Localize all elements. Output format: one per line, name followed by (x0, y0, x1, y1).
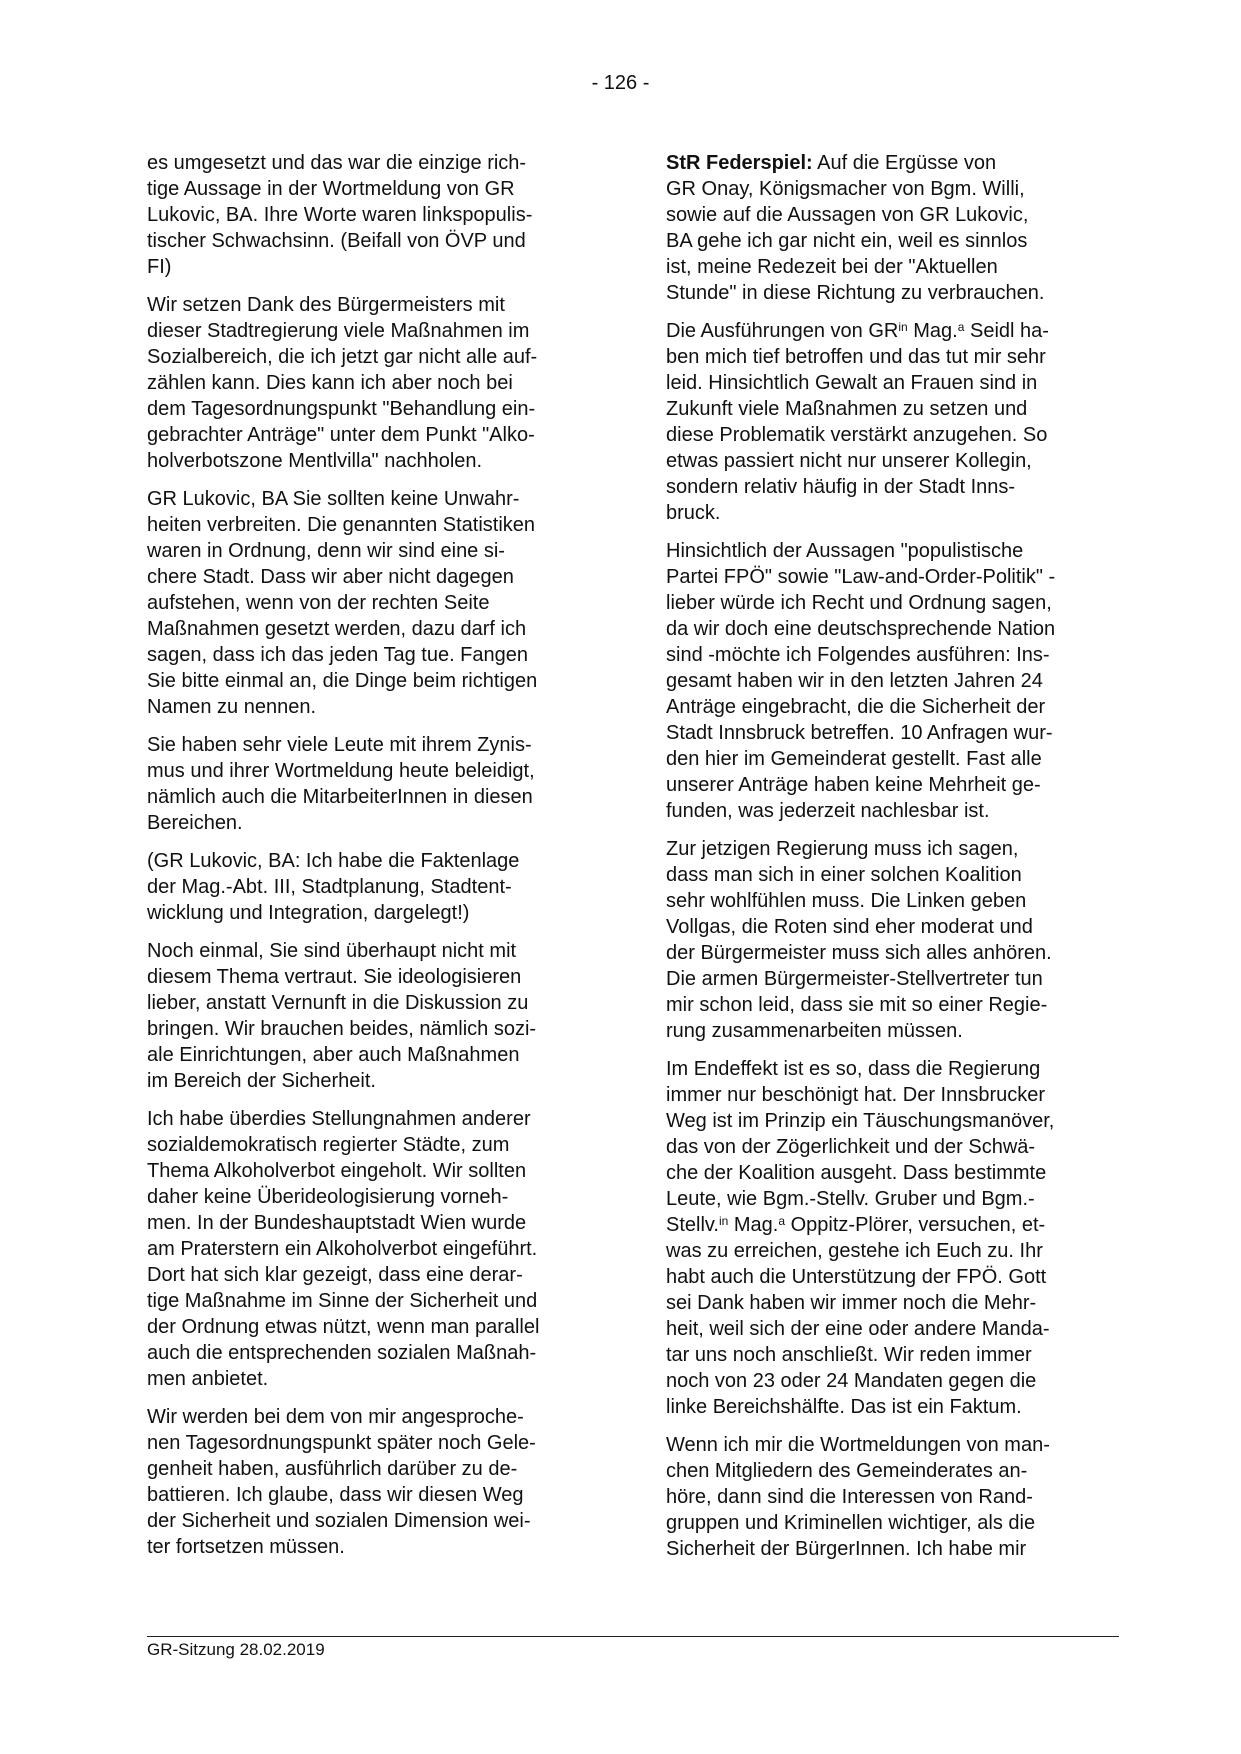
paragraph (666, 1432, 1118, 1562)
text-line: Leute, wie Bgm.-Stellv. Gruber und Bgm.- (666, 1188, 1035, 1210)
text-line: dieser Stadtregierung viele Maßnahmen im (147, 320, 530, 342)
text-line: etwas passiert nicht nur unserer Kollegin, (666, 450, 1032, 472)
paragraph (147, 732, 592, 836)
text-line: Dort hat sich klar gezeigt, dass eine derar- (147, 1264, 523, 1286)
text-line: sehr wohlfühlen muss. Die Linken geben (666, 890, 1027, 912)
text-line: der Mag.-Abt. III, Stadtplanung, Stadtent- (147, 876, 512, 898)
text-line: Noch einmal, Sie sind überhaupt nicht mit (147, 940, 517, 962)
paragraph (147, 1106, 592, 1392)
text-line: ale Einrichtungen, aber auch Maßnahmen (147, 1044, 520, 1066)
text-line: am Praterstern ein Alkoholverbot eingeführt. (147, 1238, 538, 1260)
text-line: holverbotszone Mentlvilla" nachholen. (147, 450, 483, 472)
text-line: nämlich auch die MitarbeiterInnen in diesen (147, 786, 533, 808)
text-line: che der Koalition ausgeht. Dass bestimmte (666, 1162, 1047, 1184)
text-line: Im Endeffekt ist es so, dass die Regierung (666, 1058, 1041, 1080)
text-line: Lukovic, BA. Ihre Worte waren linkspopulis- (147, 204, 533, 226)
text-line: waren in Ordnung, denn wir sind eine si- (147, 540, 505, 562)
text-line: es umgesetzt und das war die einzige rich- (147, 152, 527, 174)
text-line: tischer Schwachsinn. (Beifall von ÖVP und (147, 230, 526, 252)
text-line: men. In der Bundeshauptstadt Wien wurde (147, 1212, 527, 1234)
text-line: Zukunft viele Maßnahmen zu setzen und (666, 398, 1028, 420)
text-line: noch von 23 oder 24 Mandaten gegen die (666, 1370, 1037, 1392)
text-line: funden, was jederzeit nachlesbar ist. (666, 800, 990, 822)
text-line: Vollgas, die Roten sind eher moderat und (666, 916, 1033, 938)
text-line: höre, dann sind die Interessen von Rand- (666, 1486, 1033, 1508)
text-line: sei Dank haben wir immer noch die Mehr- (666, 1292, 1037, 1314)
text-line: linke Bereichshälfte. Das ist ein Faktum. (666, 1396, 1022, 1418)
text-line: Partei FPÖ" sowie "Law-and-Order-Politik" - (666, 566, 1056, 588)
paragraph (147, 150, 592, 280)
text-line: der Sicherheit und sozialen Dimension wei- (147, 1510, 531, 1532)
text-line: bringen. Wir brauchen beides, nämlich sozi- (147, 1018, 537, 1040)
text-line: Sie haben sehr viele Leute mit ihrem Zynis- (147, 734, 532, 756)
text-line: was zu erreichen, gestehe ich Euch zu. Ihr (666, 1240, 1043, 1262)
text-line: Anträge eingebracht, die die Sicherheit der (666, 696, 1046, 718)
text-line: wicklung und Integration, dargelegt!) (147, 902, 470, 924)
text-line: leid. Hinsichtlich Gewalt an Frauen sind in (666, 372, 1038, 394)
paragraph (147, 938, 592, 1094)
text-line: chen Mitgliedern des Gemeinderates an- (666, 1460, 1028, 1482)
right-column (666, 150, 1118, 1574)
text-line: habt auch die Unterstützung der FPÖ. Gott (666, 1266, 1047, 1288)
text-line: Weg ist im Prinzip ein Täuschungsmanöver, (666, 1110, 1055, 1132)
text-line: Ich habe überdies Stellungnahmen anderer (147, 1108, 531, 1130)
text-line: mus und ihrer Wortmeldung heute beleidigt, (147, 760, 535, 782)
text-line: mir schon leid, dass sie mit so einer Regie- (666, 994, 1048, 1016)
text-line: da wir doch eine deutschsprechende Nation (666, 618, 1056, 640)
text-line: im Bereich der Sicherheit. (147, 1070, 376, 1092)
paragraph (666, 538, 1118, 824)
text-line: battieren. Ich glaube, dass wir diesen Weg (147, 1484, 524, 1506)
paragraph (147, 848, 592, 926)
text-line: gesamt haben wir in den letzten Jahren 24 (666, 670, 1043, 692)
text-line: nen Tagesordnungspunkt später noch Gele- (147, 1432, 536, 1454)
text-line: Stunde" in diese Richtung zu verbrauchen. (666, 282, 1045, 304)
text-line: Stellv.$^{in}$ Mag.$^a$ Oppitz-Plörer, versuchen, et- (666, 1214, 1046, 1236)
text-line: sowie auf die Aussagen von GR Lukovic, (666, 204, 1029, 226)
text-line: der Ordnung etwas nützt, wenn man parallel (147, 1316, 540, 1338)
text-line: Die armen Bürgermeister-Stellvertreter tun (666, 968, 1043, 990)
text-line: Zur jetzigen Regierung muss ich sagen, (666, 838, 1019, 860)
speaker-name: StR Federspiel: (666, 152, 813, 174)
text-line: FI) (147, 256, 172, 278)
text-line: den hier im Gemeinderat gestellt. Fast alle (666, 748, 1042, 770)
text-line: sozialdemokratisch regierter Städte, zum (147, 1134, 510, 1156)
text-line: dass man sich in einer solchen Koalition (666, 864, 1022, 886)
paragraph (666, 150, 1118, 306)
text-line: Namen zu nennen. (147, 696, 317, 718)
text-line: ben mich tief betroffen und das tut mir sehr (666, 346, 1046, 368)
footer-divider (147, 1636, 1119, 1637)
text-line: GR Lukovic, BA Sie sollten keine Unwahr- (147, 488, 520, 510)
text-line: heit, weil sich der eine oder andere Manda- (666, 1318, 1050, 1340)
text-line: Bereichen. (147, 812, 243, 834)
text-line: das von der Zögerlichkeit und der Schwä- (666, 1136, 1036, 1158)
text-line: BA gehe ich gar nicht ein, weil es sinnlos (666, 230, 1028, 252)
text-line: bruck. (666, 502, 721, 524)
text-line: der Bürgermeister muss sich alles anhören. (666, 942, 1052, 964)
text-line: tar uns noch anschließt. Wir reden immer (666, 1344, 1032, 1366)
text-line: lieber würde ich Recht und Ordnung sagen, (666, 592, 1052, 614)
text-line: heiten verbreiten. Die genannten Statistiken (147, 514, 536, 536)
text-line: sagen, dass ich das jeden Tag tue. Fangen (147, 644, 529, 666)
text-line: gruppen und Kriminellen wichtiger, als die (666, 1512, 1036, 1534)
text-line: genheit haben, ausführlich darüber zu de- (147, 1458, 518, 1480)
text-line: Wir werden bei dem von mir angesproche- (147, 1406, 524, 1428)
text-line: (GR Lukovic, BA: Ich habe die Faktenlage (147, 850, 520, 872)
text-line: sondern relativ häufig in der Stadt Inns- (666, 476, 1016, 498)
paragraph (666, 318, 1118, 526)
paragraph (147, 486, 592, 720)
text-line: tige Aussage in der Wortmeldung von GR (147, 178, 515, 200)
text-line: Hinsichtlich der Aussagen "populistische (666, 540, 1024, 562)
text-line: Die Ausführungen von $GR^{in}$ Mag.$^a$ Seidl ha- (666, 320, 1049, 342)
text-line: chere Stadt. Dass wir aber nicht dagegen (147, 566, 514, 588)
paragraph (147, 1404, 592, 1560)
text-line: immer nur beschönigt hat. Der Innsbrucker (666, 1084, 1046, 1106)
text-line: GR Onay, Königsmacher von Bgm. Willi, (666, 178, 1025, 200)
text-line: ter fortsetzen müssen. (147, 1536, 345, 1558)
paragraph (147, 292, 592, 474)
text-line: Maßnahmen gesetzt werden, dazu darf ich (147, 618, 527, 640)
text-line: sind -möchte ich Folgendes ausführen: Ins- (666, 644, 1050, 666)
page-number: - 126 - (591, 72, 650, 94)
text-line: gebrachter Anträge" unter dem Punkt "Alko- (147, 424, 535, 446)
left-column (147, 150, 592, 1572)
text-line: Sicherheit der BürgerInnen. Ich habe mir (666, 1538, 1027, 1560)
text-line: unserer Anträge haben keine Mehrheit ge- (666, 774, 1041, 796)
text-line: aufstehen, wenn von der rechten Seite (147, 592, 490, 614)
text-line: Wir setzen Dank des Bürgermeisters mit (147, 294, 505, 316)
text-line: dem Tagesordnungspunkt "Behandlung ein- (147, 398, 536, 420)
text-line: tige Maßnahme im Sinne der Sicherheit und (147, 1290, 538, 1312)
paragraph (666, 836, 1118, 1044)
text-line: Sozialbereich, die ich jetzt gar nicht alle auf- (147, 346, 538, 368)
text-line: men anbietet. (147, 1368, 269, 1390)
text-line: Sie bitte einmal an, die Dinge beim richtigen (147, 670, 538, 692)
paragraph (666, 1056, 1118, 1420)
text-line: diesem Thema vertraut. Sie ideologisieren (147, 966, 522, 988)
text-line: Stadt Innsbruck betreffen. 10 Anfragen wur- (666, 722, 1053, 744)
text-line: daher keine Überideologisierung vorneh- (147, 1186, 509, 1208)
text-line: ist, meine Redezeit bei der "Aktuellen (666, 256, 998, 278)
text-line: rung zusammenarbeiten müssen. (666, 1020, 963, 1042)
footer-session-date: GR-Sitzung 28.02.2019 (147, 1640, 325, 1659)
text-line: Thema Alkoholverbot eingeholt. Wir sollten (147, 1160, 527, 1182)
text-line: diese Problematik verstärkt anzugehen. So (666, 424, 1048, 446)
text-line: lieber, anstatt Vernunft in die Diskussion zu (147, 992, 529, 1014)
text-line: StR Federspiel: Auf die Ergüsse von (666, 152, 997, 174)
text-line: Wenn ich mir die Wortmeldungen von man- (666, 1434, 1050, 1456)
text-line: auch die entsprechenden sozialen Maßnah- (147, 1342, 537, 1364)
text-line: zählen kann. Dies kann ich aber noch bei (147, 372, 513, 394)
